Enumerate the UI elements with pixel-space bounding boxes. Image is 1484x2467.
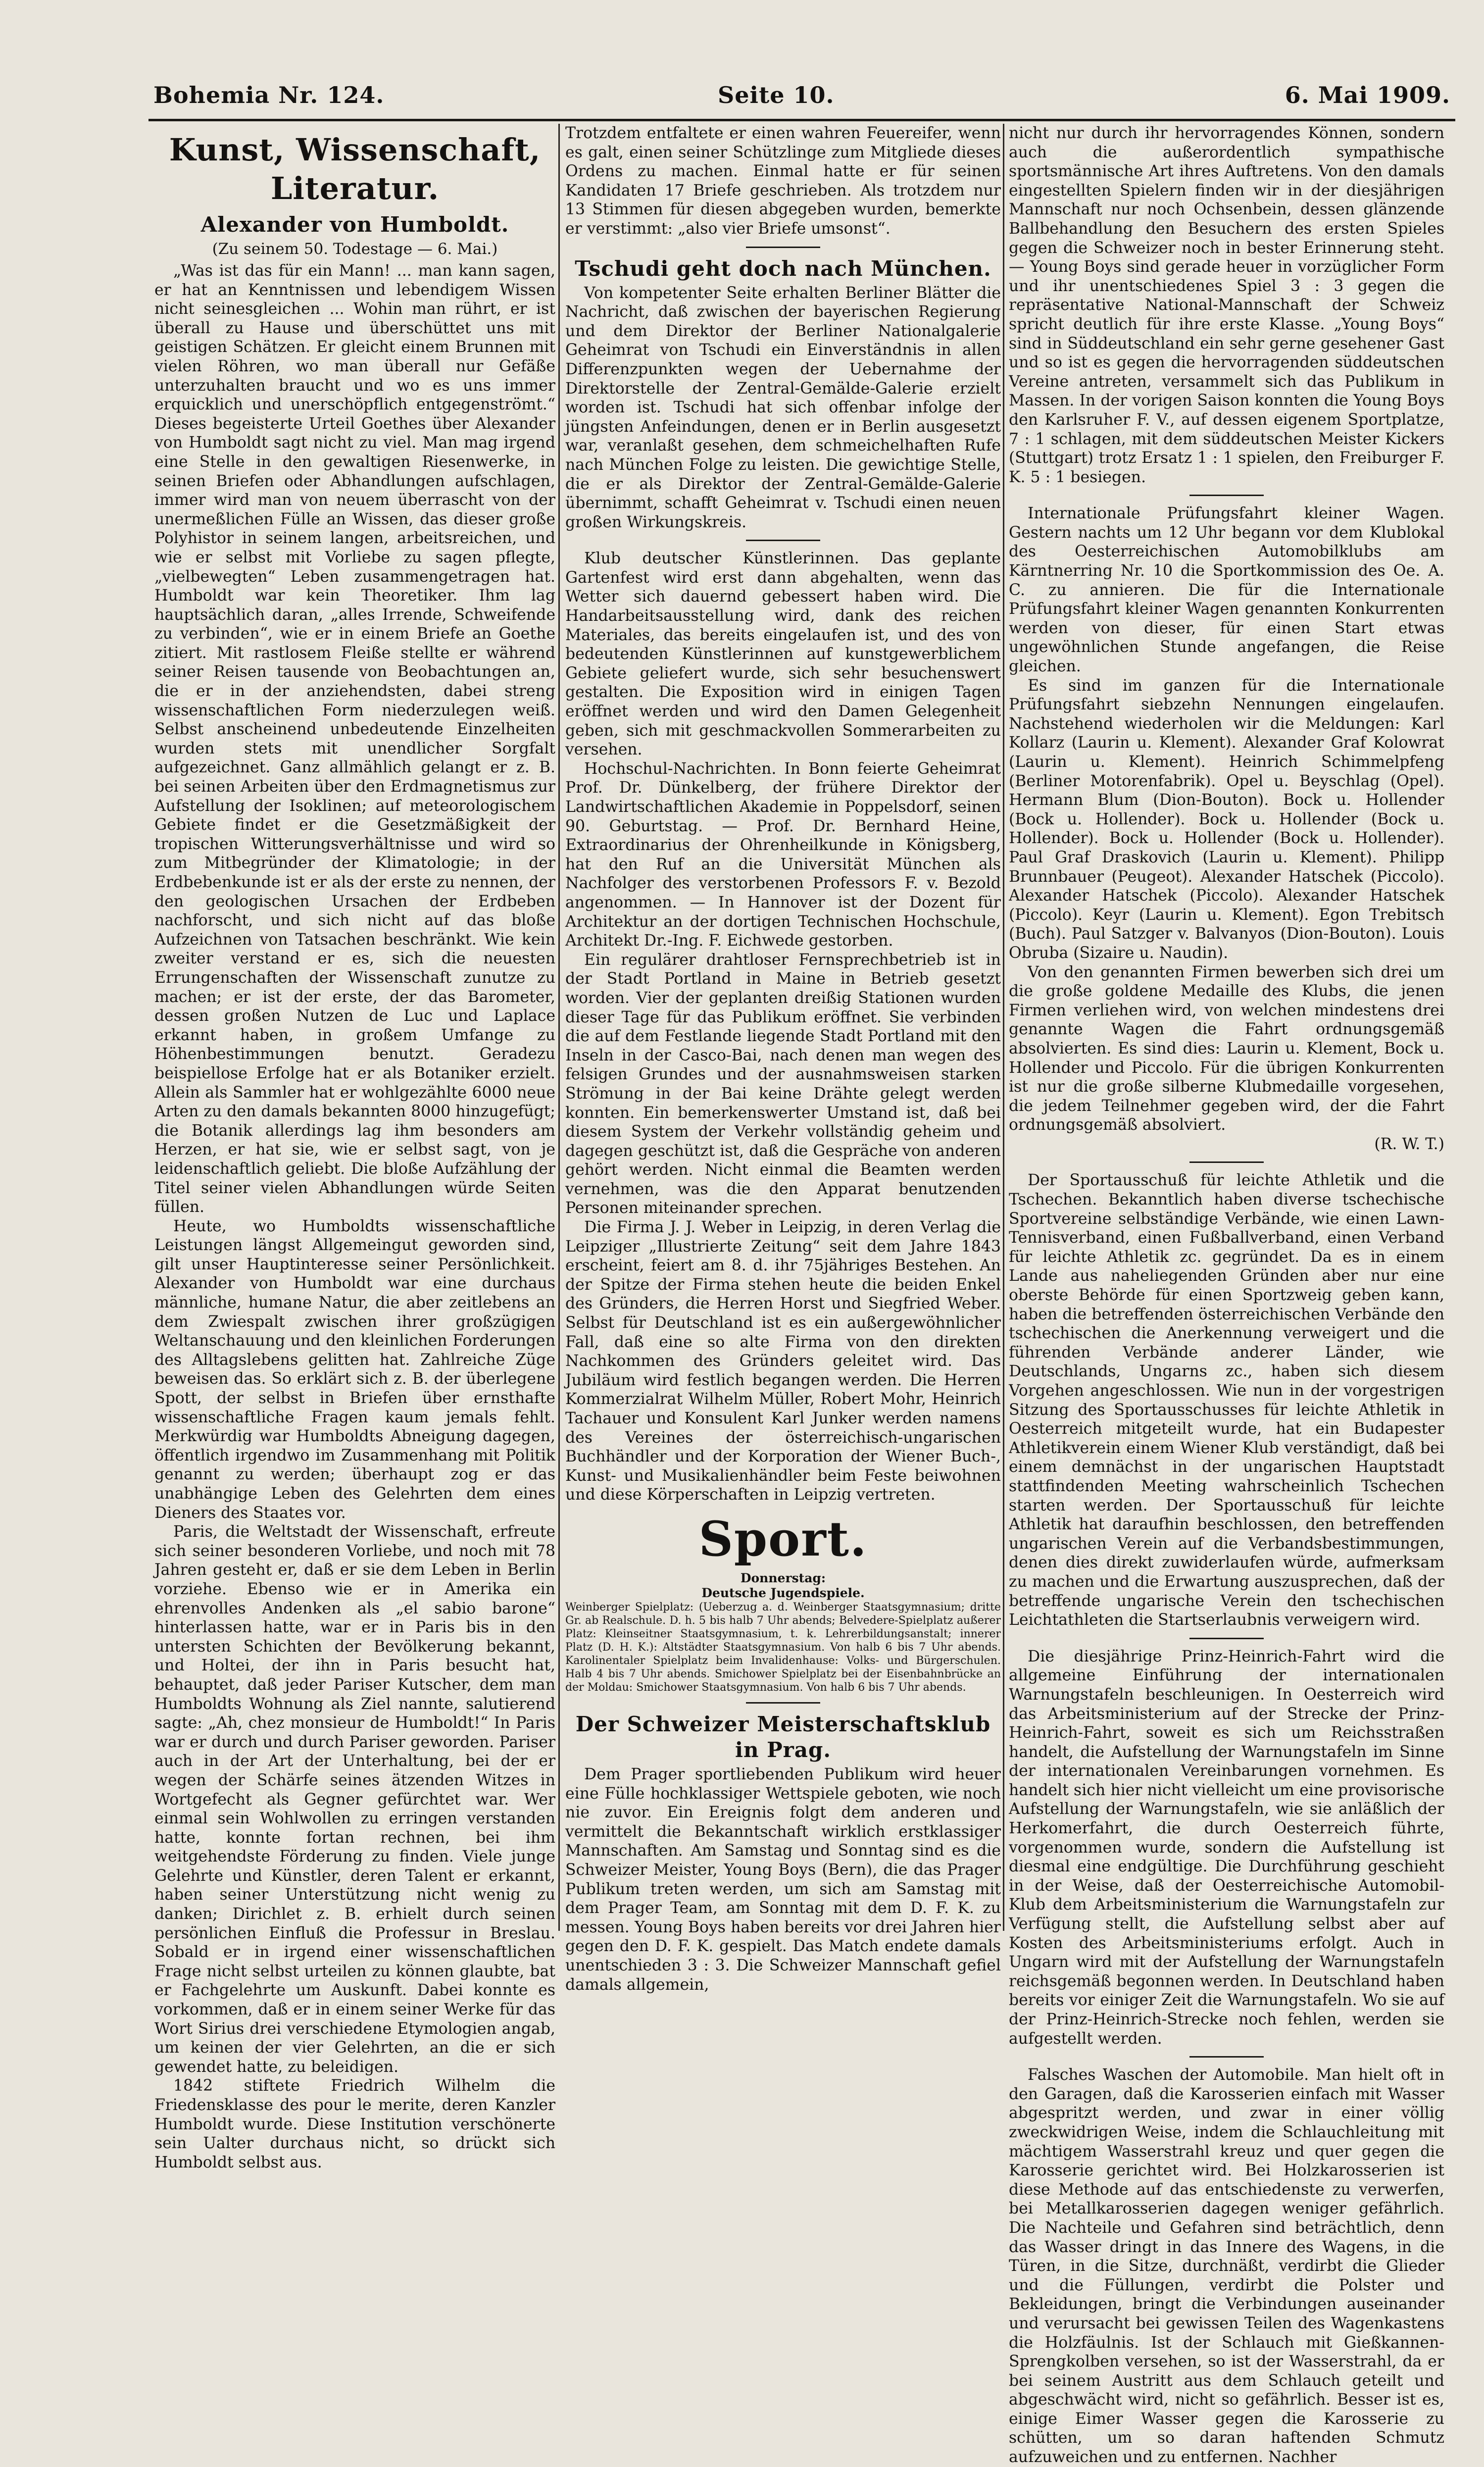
article-paragraph: „Was ist das für ein Mann! ... man kann sagen, er hat an Kenntnissen und lebendigem Wissen nicht seinesgleichen ... Wohin man rührt, er ist überall zu Hause und überschüttet uns mit geistigen Schätzen. Er gleicht einem Brunnen mit vielen Röhren, wo man überall nur Gefäße unterzuhalten braucht und wo es uns immer erquicklich und unerschöpflich entgegenströmt.“ Dieses begeisterte Urteil Goethes über Alexander von Humboldt sagt nicht zu viel. Man mag irgend eine Stelle in den gewaltigen Riesenwerke, in seinen Briefen oder Abhandlungen aufschlagen, immer wird man von neuem überrascht von der unermeßlichen Fülle an Wissen, das dieser große Polyhistor in seinem langen, arbeitsreichen, und wie er selbst mit Vorliebe zu sagen pflegte, „vielbewegten“ Leben zusammengetragen hat. Humboldt war kein Theoretiker. Ihm lag hauptsächlich daran, „alles Irrende, Schweifende zu verbinden“, wie er in einem Briefe an Goethe zitiert. Mit rastlosem Fleiße stellte er während seiner Reisen tausende von Beobachtungen an, die er in der anziehendsten, dabei streng wissenschaftlichen Form niederzulegen weiß. Selbst anscheinend unbedeutende Einzelheiten wurden stets mit unendlicher Sorgfalt aufgezeichnet. Ganz allmählich gelangt er z. B. bei seinen Arbeiten über den Erdmagnetismus zur Aufstellung der Isoklinen; auf meteorologischem Gebiete findet er die Gesetzmäßigkeit der tropischen Witterungsverhältnisse und wird so zum Mitbegründer der Klimatologie; in der Erdbebenkunde ist er als der erste zu nennen, der den geologischen Ursachen der Erdbeben nachforscht, und sich nicht auf das bloße Aufzeichnen von Tatsachen beschränkt. Wie kein zweiter verstand er es, sich die neuesten Errungenschaften der Wissenschaft zunutze zu machen; er ist der erste, der das Barometer, dessen großen Nutzen de Luc und Laplace erkannt haben, in großem Umfange zu Höhenbestimmungen benutzt. Geradezu beispiellose Erfolge hat er als Botaniker erzielt. Allein als Sammler hat er wohlgezählte 6000 neue Arten zu den damals bekannten 8000 hinzugefügt; die Botanik allerdings lag ihm besonders am Herzen, er hat sie, wie er selbst sagt, von je leidenschaftlich geliebt. Die bloße Aufzählung der Titel seiner vielen Abhandlungen würde Seiten füllen. — [154, 262, 556, 1216]
separator-rule — [746, 247, 820, 248]
header-publication: Bohemia Nr. 124. — [153, 82, 385, 108]
separator-rule — [1189, 2056, 1264, 2058]
news-item-klub: Klub deutscher Künstlerinnen. Das geplante Gartenfest wird erst dann abgehalten, wenn das Wetter sich dauernd gebessert haben wird. Die Handarbeitsausstellung wird, dank des reichen Materiales, das bereits eingelaufen ist, und des von bedeutenden Künstlerinnen auf kunstgewerblichem Gebiete geliefert wurde, sich sehr besuchenswert gestalten. Die Exposition wird in einigen Tagen eröffnet werden und wird den Damen Gelegenheit geben, sich mit geschmackvollen Sommerarbeiten zu versehen. — [565, 550, 1001, 759]
page-header — [153, 82, 1450, 116]
section-title-sport: Sport. — [698, 1510, 868, 1567]
separator-rule — [1189, 495, 1264, 496]
separator-rule — [746, 540, 820, 541]
schedule-heading: Deutsche Jugendspiele. — [701, 1585, 865, 1600]
column-divider — [1003, 124, 1004, 1931]
article-title-schweizer: Der Schweizer Meisterschaftsklub in Prag. — [575, 1712, 991, 1762]
news-item-wagen: Internationale Prüfungsfahrt kleiner Wagen. Gestern nachts um 12 Uhr begann vor dem Klublokal des Oesterreichischen Automobilklubs am Kärntnerring Nr. 10 die Sportkommission des Oe. A. C. zu annieren. Die für die Internationale Prüfungsfahrt kleiner Wagen genannten Konkurrenten werden von dieser, für einen Start etwas ungewöhnlichen Stunde angefangen, die Reise gleichen. — [1009, 504, 1444, 676]
article-paragraph: Trotzdem entfaltete er einen wahren Feuereifer, wenn es galt, einen seiner Schützlinge zum Mitgliede dieses Ordens zu machen. Einmal hatte er für seinen Kandidaten 17 Briefe geschrieben. Als trotzdem nur 13 Stimmen für diesen abgegeben wurden, bemerkte er verstimmt: „also vier Briefe umsonst“. — [565, 124, 1001, 238]
schedule-day: Donnerstag: — [740, 1570, 826, 1585]
separator-rule — [1189, 1638, 1264, 1639]
article-paragraph: nicht nur durch ihr hervorragendes Können, sondern auch die außerordentlich sympathische sportsmännische Art ihres Auftretens. Von den damals eingestellten Spielern finden wir in der diesjährigen Mannschaft nur noch Ochsenbein, dessen glänzende Ballbehandlung den Besuchern des ersten Spieles gegen die Schweizer noch in bester Erinnerung steht. — Young Boys sind gerade heuer in vorzüglicher Form und ihr unentschiedenes Spiel 3 : 3 gegen die repräsentative National-Mannschaft der Schweiz spricht deutlich für ihre erste Klasse. „Young Boys“ sind in Süddeutschland ein sehr gerne gesehener Gast und so ist es gegen die hervorragenden süddeutschen Vereine antreten, versammelt sich das Publikum in Massen. In der vorigen Saison konnten die Young Boys den Karlsruher F. V., auf dessen eigenem Sportplatze, 7 : 1 schlagen, mit dem süddeutschen Meister Kickers (Stuttgart) trotz Ersatz 1 : 1 spielen, den Freiburger F. K. 5 : 1 besiegen. — [1009, 124, 1444, 486]
article-title-tschudi: Tschudi geht doch nach München. — [575, 256, 991, 281]
separator-rule — [1189, 1161, 1264, 1163]
article-paragraph: Von kompetenter Seite erhalten Berliner Blätter die Nachricht, daß zwischen der bayerischen Regierung und dem Direktor der Berliner Nationalgalerie Geheimrat von Tschudi ein Einverständnis in allen Differenzpunkten wegen der Uebernahme der Direktorstelle der Zentral-Gemälde-Galerie erzielt worden ist. Tschudi hat sich offenbar infolge der jüngsten Anfeindungen, denen er in Berlin ausgesetzt war, veranlaßt gesehen, dem schmeichelhaften Rufe nach München Folge zu leisten. Die gewichtige Stelle, die er als Direktor der Zentral-Gemälde-Galerie übernimmt, schafft Geheimrat v. Tschudi einen neuen großen Wirkungskreis. — [565, 284, 1001, 531]
schedule-text: Weinberger Spielplatz: (Ueberzug a. d. Weinberger Staatsgymnasium; dritte Gr. ab Realschule. D. h. 5 bis halb 7 Uhr abends; Belvedere-Spielplatz außerer Platz: Kleinseitner Staatsgymnasium, t. k. Lehrerbildungsanstalt; innerer Platz (D. H. K.): Altstädter Staatsgymnasium. Von halb 6 bis 7 Uhr abends. Karolinentaler Spielplatz beim Invalidenhause: Volks- und Bürgerschulen. Halb 4 bis 7 Uhr abends. Smichower Spielplatz bei der Eisenbahnbrücke an der Moldau: Smichower Staatsgymnasium. Von halb 6 bis 7 Uhr abends. — [565, 1601, 1001, 1694]
news-item-nennungen: Es sind im ganzen für die Internationale Prüfungsfahrt siebzehn Nennungen eingelaufen. Nachstehend wiederholen wir die Meldungen: Karl Kollarz (Laurin u. Klement). Alexander Graf Kolowrat (Laurin u. Klement). Heinrich Schimmelpfeng (Berliner Motorenfabrik). Opel u. Beyschlag (Opel). Hermann Blum (Dion-Bouton). Bock u. Hollender (Bock u. Hollender). Bock u. Hollender (Bock u. Hollender). Bock u. Hollender (Bock u. Hollender). Paul Graf Draskovich (Laurin u. Klement). Philipp Brunnbauer (Peugeot). Alexander Hatschek (Piccolo). Alexander Hatschek (Piccolo). Alexander Hatschek (Piccolo). Keyr (Laurin u. Klement). Egon Trebitsch (Buch). Paul Satzger v. Balvanyos (Dion-Bouton). Louis Obruba (Sizaire u. Naudin). — [1009, 676, 1444, 962]
header-rule — [148, 119, 1455, 121]
column-2 — [565, 124, 1001, 1994]
news-item-hochschul: Hochschul-Nachrichten. In Bonn feierte Geheimrat Prof. Dr. Dünkelberg, der frühere Direktor der Landwirtschaftlichen Akademie in Poppelsdorf, seinen 90. Geburtstag. — Prof. Dr. Bernhard Heine, Extraordinarius der Ohrenheilkunde in Königsberg, hat den Ruf an die Universität München als Nachfolger des verstorbenen Professors F. v. Bezold angenommen. — In Hannover ist der Dozent für Architektur an der dortigen Technischen Hochschule, Architekt Dr.-Ing. F. Eichwede gestorben. — [565, 759, 1001, 950]
header-date: 6. Mai 1909. — [1285, 82, 1450, 108]
news-item-automobile: Falsches Waschen der Automobile. Man hielt oft in den Garagen, daß die Karosserien einfach mit Wasser abgespritzt werden, und zwar in einer völlig zweckwidrigen Weise, indem die Schlauchleitung mit mächtigem Wasserstrahl kreuz und quer gegen die Karosserie gerichtet wird. Bei Holzkarosserien ist diese Methode auf das entschiedenste zu verwerfen, bei Metallkarosserien dagegen weniger gefährlich. Die Nachteile und Gefahren sind beträchtlich, denn das Wasser dringt in das Innere des Wagens, in die Türen, in die Sitze, durchnäßt, verdirbt die Glieder und die Füllungen, verdirbt die Polster und Bekleidungen, bringt die Verbindungen auseinander und verursacht bei gewissen Teilen des Wagenkastens die Holzfäulnis. Ist der Schlauch mit Gießkannen-Sprengkolben versehen, so ist der Wasserstrahl, da er bei seinem Austritt aus dem Schlauch geteilt und abgeschwächt wird, nicht so gefährlich. Besser ist es, einige Eimer Wasser gegen die Karosserie zu schütten, um so daran haftenden Schmutz aufzuweichen und zu entfernen. Nachher — [1009, 2066, 1444, 2467]
header-page-number: Seite 10. — [718, 82, 835, 108]
news-item-weber: Die Firma J. J. Weber in Leipzig, in deren Verlag die Leipziger „Illustrierte Zeitung“ seit dem Jahre 1843 erscheint, feiert am 8. d. ihr 75jähriges Bestehen. An der Spitze der Firma stehen heute die beiden Enkel des Gründers, die Herren Horst und Siegfried Weber. Selbst für Deutschland ist es ein außergewöhnlicher Fall, daß eine so alte Firma von den direkten Nachkommen des Gründers geleitet wird. Das Jubiläum wird festlich begangen werden. Die Herren Kommerzialrat Wilhelm Müller, Robert Mohr, Heinrich Tachauer und Konsulent Karl Junker werden namens des Vereines der österreichisch-ungarischen Buchhändler und der Korporation der Wiener Buch-, Kunst- und Musikalienhändler beim Feste beiwohnen und diese Körperschaften in Leipzig vertreten. — [565, 1218, 1001, 1504]
article-title-humboldt: Alexander von Humboldt. — [200, 212, 509, 237]
article-paragraph: 1842 stiftete Friedrich Wilhelm die Friedensklasse des pour le merite, deren Kanzler Humboldt wurde. Diese Institution verschönerte sein Ualter durchaus nicht, so drückt sich Humboldt selbst aus. — [154, 2077, 555, 2171]
news-item-preise: Von den genannten Firmen bewerben sich drei um die große goldene Medaille des Klubs, die jenen Firmen verliehen wird, von welchen mindestens drei genannte Wagen die Fahrt ordnungsgemäß absolvierten. Es sind dies: Laurin u. Klement, Bock u. Hollender und Piccolo. Für die übrigen Konkurrenten ist nur die große silberne Klubmedaille vorgesehen, die jedem Teilnehmer gegeben wird, der die Fahrt ordnungsgemäß absolviert. — [1009, 963, 1444, 1134]
column-1 — [154, 124, 556, 2171]
news-item-sportausschuss: Der Sportausschuß für leichte Athletik und die Tschechen. Bekanntlich haben diverse tschechische Sportvereine selbständige Verbände, wie einen Lawn-Tennisverband, einen Fußballverband, einen Verband für leichte Athletik zc. gegründet. Da es in einem Lande aus naheliegenden Gründen aber nur eine oberste Behörde für einen Sportzweig geben kann, haben die betreffenden österreichischen Verbände den tschechischen die Anerkennung verweigert und die führenden Verbände anderer Länder, wie Deutschlands, Ungarns zc., haben sich diesem Vorgehen angeschlossen. Wie nun in der vorgestrigen Sitzung des Sportausschusses für leichte Athletik in Oesterreich mitgeteilt wurde, hat ein Budapester Athletikverein einem Wiener Klub verständigt, daß bei einem demnächst in der ungarischen Hauptstadt stattfindenden Meeting wahrscheinlich Tschechen starten werden. Der Sportausschuß für leichte Athletik hat daraufhin beschlossen, den betreffenden ungarischen Verein auf die Verbandsbestimmungen, denen dies direkt zuwiderlaufen würde, aufmerksam zu machen und die Erwartung auszusprechen, daß der betreffende ungarische Verein den tschechischen Leichtathleten die Startserlaubnis verweigern wird. — [1009, 1171, 1444, 1629]
article-paragraph: Paris, die Weltstadt der Wissenschaft, erfreute sich seiner besonderen Vorliebe, und noch mit 78 Jahren gesteht er, daß er sie dem Leben in Berlin vorziehe. Ebenso wie er in Amerika ein ehrenvolles Andenken als „el sabio barone“ hinterlassen hatte, war er in Paris bis in den untersten Schichten der Bevölkerung bekannt, und Holtei, der ihn in Paris besucht hat, behauptet, daß jeder Pariser Kutscher, dem man Humboldts Wohnung als Ziel nannte, salutierend sagte: „Ah, chez monsieur de Humboldt!“ In Paris war er durch und durch Pariser geworden. Pariser auch in der Art der Unterhaltung, bei der er wegen der Schärfe seines ätzenden Witzes in Wortgefecht als Gegner gefürchtet war. Wer einmal sein Wohlwollen zu erringen verstanden hatte, konnte fortan rechnen, bei ihm weitgehendste Förderung zu finden. Viele junge Gelehrte und Künstler, deren Talent er erkannt, haben seiner Unterstützung nicht wenig zu danken; Dirichlet z. B. erhielt durch seinen persönlichen Einfluß die Professur in Breslau. Sobald er in irgend einer wissenschaftlichen Frage nicht selbst urteilen zu können glaubte, bat er Fachgelehrte um Auskunft. Dabei konnte es vorkommen, daß er in einem seiner Werke für das Wort Sirius drei verschiedene Etymologien angab, um keinen der vier Gelehrten, an die er sich gewendet hatte, zu beleidigen. — [154, 1523, 555, 2076]
news-item-fernsprech: Ein regulärer drahtloser Fernsprechbetrieb ist in der Stadt Portland in Maine in Betrieb gesetzt worden. Vier der geplanten dreißig Stationen wurden dieser Tage für das Publikum eröffnet. Sie verbinden die auf dem Festlande liegende Stadt Portland mit den Inseln in der Casco-Bai, nach denen man wegen des felsigen Grundes und der ausnahmsweisen starken Strömung in der Bai keine Drähte gelegt werden konnten. Ein bemerkenswerter Umstand ist, daß bei diesem System der Verkehr vollständig geheim und dagegen geschützt ist, daß die Gespräche von anderen gehört werden. Nicht einmal die Beamten werden vernehmen, was die den Apparat benutzenden Personen miteinander sprechen. — [565, 951, 1001, 1217]
article-paragraph: Dem Prager sportliebenden Publikum wird heuer eine Fülle hochklassiger Wettspiele geboten, wie noch nie zuvor. Ein Ereignis folgt dem anderen und vermittelt die Bekanntschaft wirklich erstklassiger Mannschaften. Am Samstag und Sonntag sind es die Schweizer Meister, Young Boys (Bern), die das Prager Publikum treten werden, um sich am Samstag mit dem Prager Team, am Sonntag mit dem D. F. K. zu messen. Young Boys haben bereits vor drei Jahren hier gegen den D. F. K. gespielt. Das Match endete damals unentschieden 3 : 3. Die Schweizer Mannschaft gefiel damals allgemein, — [565, 1765, 1001, 1994]
author-signature: (R. W. T.) — [1374, 1135, 1444, 1153]
column-divider — [558, 124, 560, 1931]
column-3 — [1009, 124, 1444, 2467]
section-title-culture: Kunst, Wissenschaft, Literatur. — [169, 132, 541, 206]
article-subtitle-humboldt: (Zu seinem 50. Todestage — 6. Mai.) — [212, 240, 498, 258]
article-paragraph: Heute, wo Humboldts wissenschaftliche Leistungen längst Allgemeingut geworden sind, gilt unser Hauptinteresse seiner Persönlichkeit. Alexander von Humboldt war eine durchaus männliche, humane Natur, die aber zeitlebens an dem Zwiespalt zwischen ihrer großzügigen Weltanschauung und den kleinlichen Forderungen des Alltagslebens gelitten hat. Zahlreiche Züge beweisen das. So erklärt sich z. B. der überlegene Spott, der selbst in Briefen über ernsthafte wissenschaftliche Fragen kaum jemals fehlt. Merkwürdig war Humboldts Abneigung dagegen, öffentlich irgendwo im Zusammenhang mit Politik genannt zu werden; überhaupt zog er das unabhängige Leben des Gelehrten dem eines Dieners des Staates vor. — [154, 1217, 555, 1522]
news-item-prinz-heinrich: Die diesjährige Prinz-Heinrich-Fahrt wird die allgemeine Einführung der internationalen Warnungstafeln beschleunigen. In Oesterreich wird das Arbeitsministerium auf der Strecke der Prinz-Heinrich-Fahrt, soweit es sich um Reichsstraßen handelt, die Aufstellung der Warnungstafeln im Sinne der internationalen Vereinbarungen vornehmen. Es handelt sich hier nicht vielleicht um eine provisorische Aufstellung der Warnungstafeln, wie sie anläßlich der Herkomerfahrt, die durch Oesterreich führte, vorgenommen wurde, sondern die Aufstellung ist diesmal eine endgültige. Die Durchführung geschieht in der Weise, daß der Oesterreichische Automobil-Klub dem Arbeitsministerium die Warnungstafeln zur Verfügung stellt, die Aufstellung selbst aber auf Kosten des Arbeitsministeriums erfolgt. Auch in Ungarn wird mit der Aufstellung der Warnungstafeln reichsgemäß begonnen werden. In Deutschland haben bereits vor einiger Zeit die Warnungstafeln. Wo sie auf der Prinz-Heinrich-Strecke noch fehlen, werden sie aufgestellt werden. — [1009, 1647, 1444, 2048]
separator-rule — [746, 1702, 820, 1704]
